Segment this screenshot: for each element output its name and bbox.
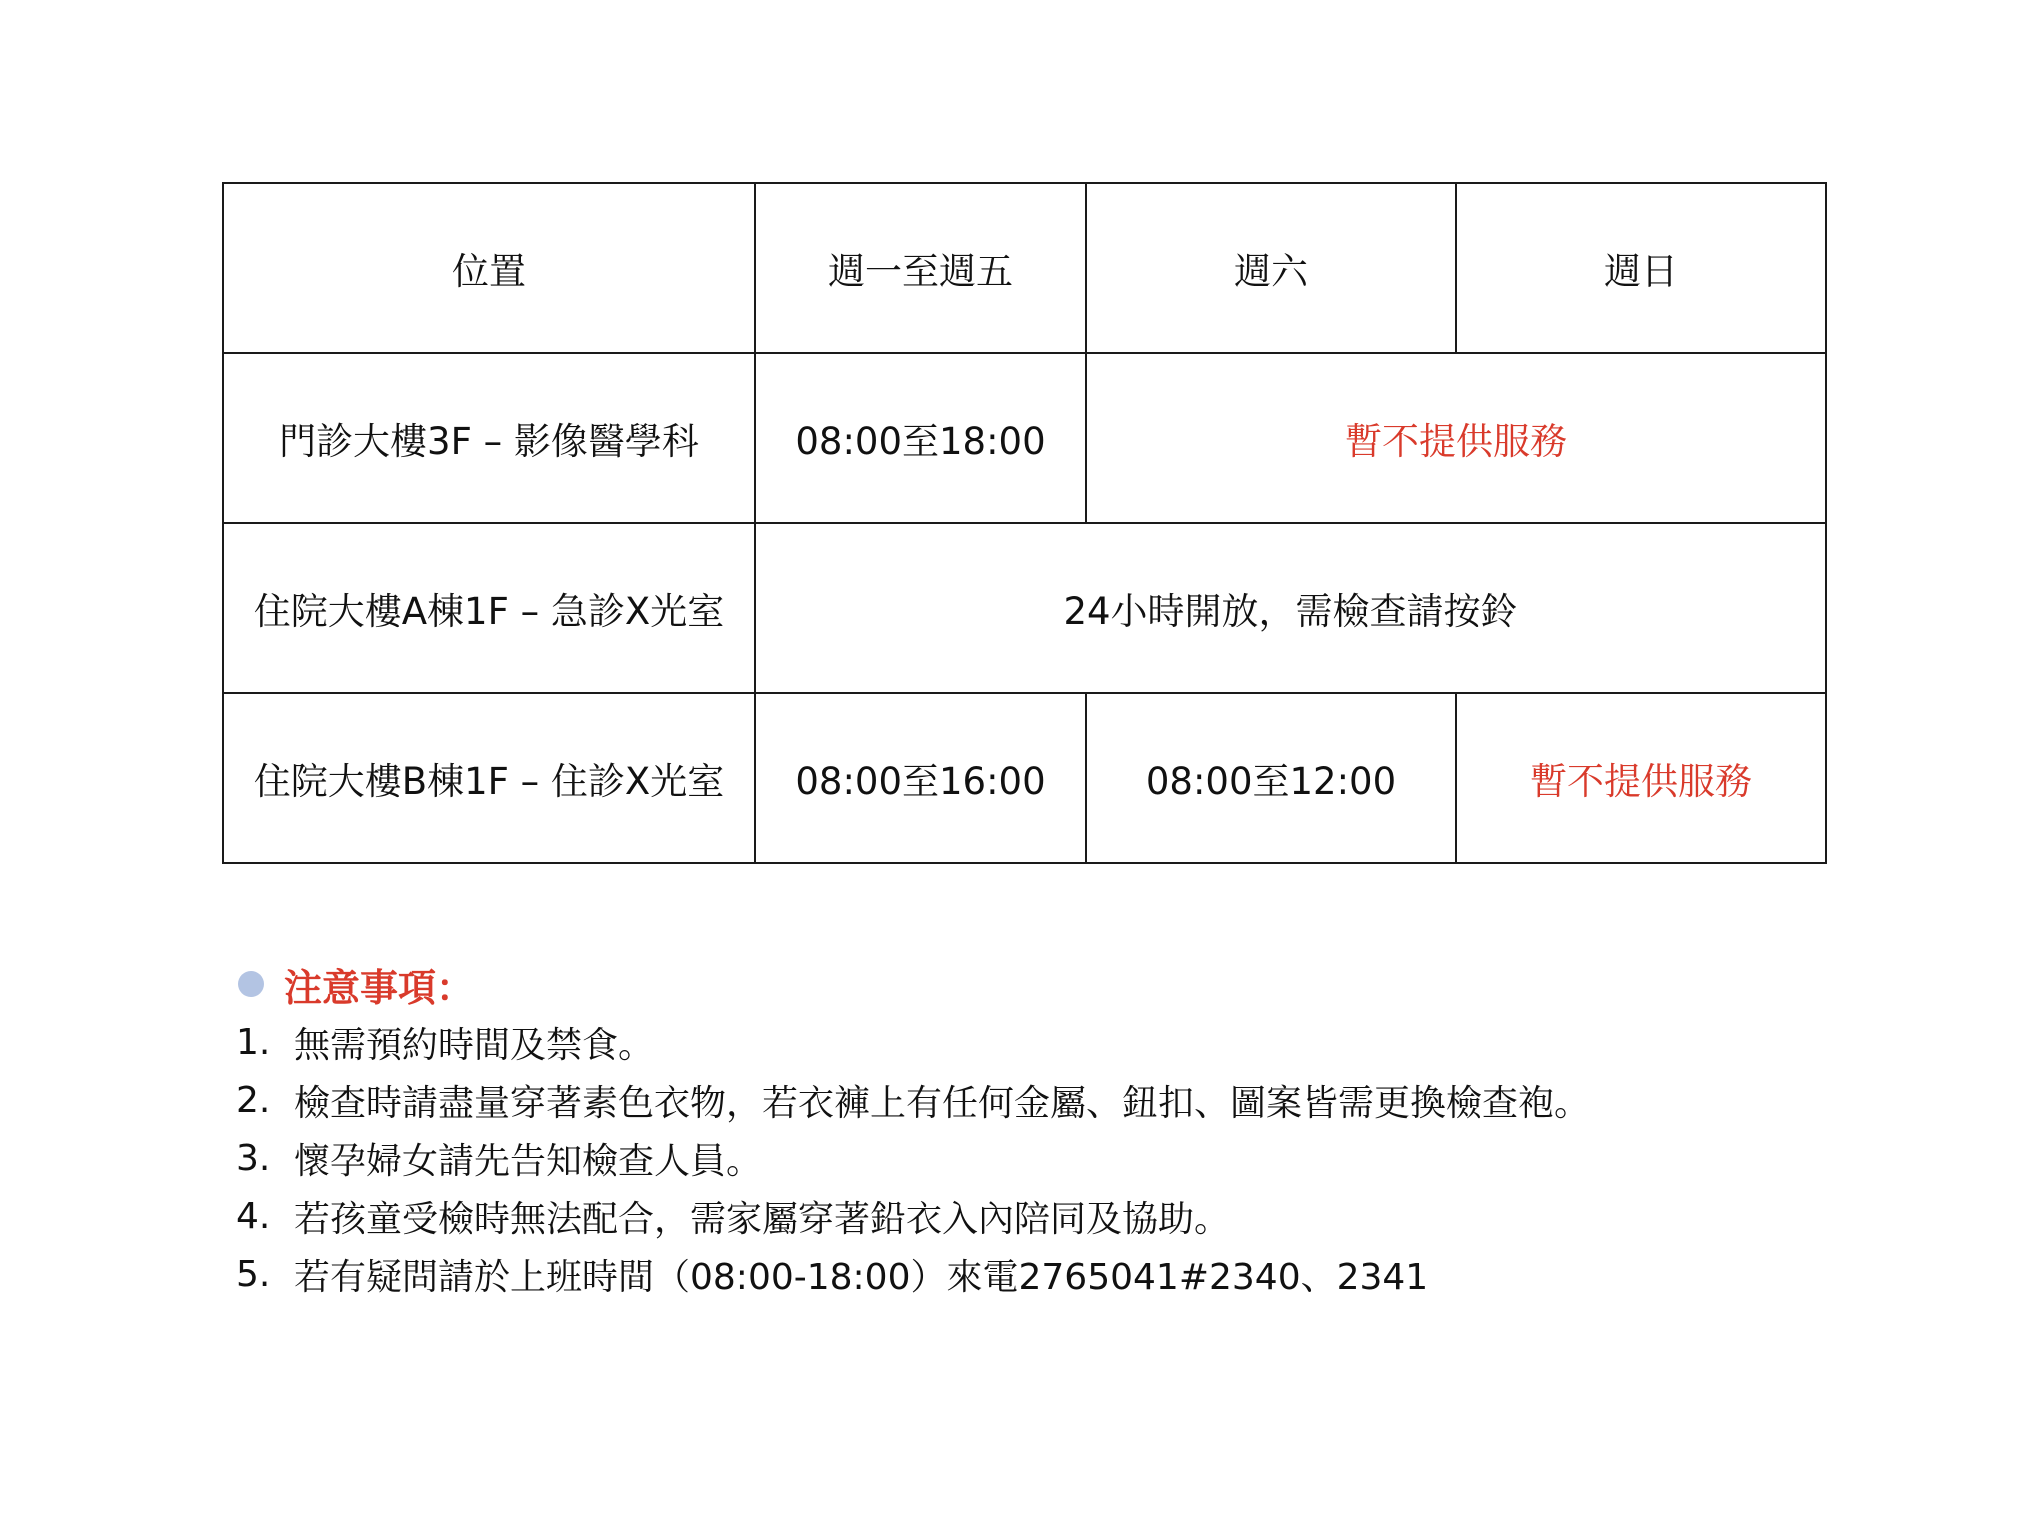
list-item <box>236 1187 1796 1245</box>
header-weekday: 週一至週五 <box>755 183 1086 353</box>
notes-list <box>236 1013 1796 1303</box>
sunday-unavailable-cell: 暫不提供服務 <box>1456 693 1826 863</box>
weekday-hours-cell: 08:00至18:00 <box>755 353 1086 523</box>
notes-title: 注意事項： <box>284 965 475 1010</box>
location-cell: 門診大樓3F – 影像醫學科 <box>223 353 755 523</box>
item-number: 3. <box>236 1137 271 1179</box>
item-text: 懷孕婦女請先告知檢查人員。 <box>294 1140 763 1182</box>
list-item <box>236 1071 1796 1129</box>
item-number: 4. <box>236 1195 271 1237</box>
table-row <box>223 523 1826 693</box>
xray-schedule-table <box>222 182 1827 864</box>
list-item <box>236 1129 1796 1187</box>
item-text: 無需預約時間及禁食。 <box>294 1024 655 1066</box>
weekend-unavailable-cell: 暫不提供服務 <box>1086 353 1826 523</box>
weekday-hours-cell: 08:00至16:00 <box>755 693 1086 863</box>
item-text: 檢查時請盡量穿著素色衣物，若衣褲上有任何金屬、鈕扣、圖案皆需更換檢查袍。 <box>294 1082 1591 1124</box>
list-item <box>236 1013 1796 1071</box>
item-text: 若有疑問請於上班時間（08:00-18:00）來電2765041#2340、2341 <box>294 1256 1429 1298</box>
notes-section <box>236 955 1796 1303</box>
header-sunday: 週日 <box>1456 183 1826 353</box>
table-row <box>223 353 1826 523</box>
notes-heading <box>236 955 1796 1013</box>
all-days-hours-cell: 24小時開放，需檢查請按鈴 <box>755 523 1826 693</box>
item-number: 2. <box>236 1079 271 1121</box>
header-location: 位置 <box>223 183 755 353</box>
table-row <box>223 693 1826 863</box>
circle-bullet-icon <box>238 971 264 997</box>
location-cell: 住院大樓B棟1F – 住診X光室 <box>223 693 755 863</box>
item-number: 1. <box>236 1021 271 1063</box>
location-cell: 住院大樓A棟1F – 急診X光室 <box>223 523 755 693</box>
header-saturday: 週六 <box>1086 183 1456 353</box>
table-header-row <box>223 183 1826 353</box>
list-item <box>236 1245 1796 1303</box>
item-number: 5. <box>236 1253 271 1295</box>
item-text: 若孩童受檢時無法配合，需家屬穿著鉛衣入內陪同及協助。 <box>294 1198 1231 1240</box>
saturday-hours-cell: 08:00至12:00 <box>1086 693 1456 863</box>
